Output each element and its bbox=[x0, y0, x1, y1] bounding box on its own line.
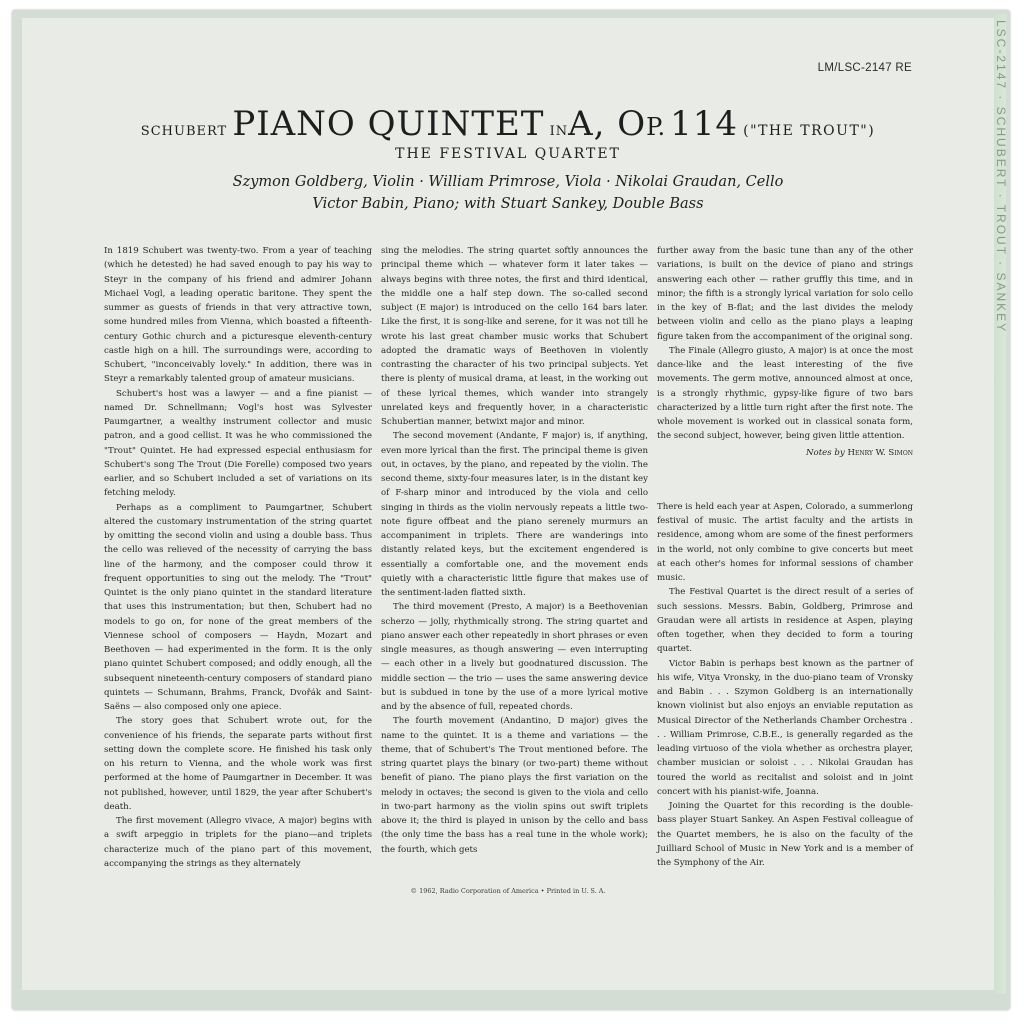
back-cover bbox=[22, 18, 994, 990]
opus-number: 114 bbox=[670, 104, 739, 144]
copyright-notice: © 1962, Radio Corporation of America • Printed in U. S. A. bbox=[410, 887, 606, 895]
paragraph: The Festival Quartet is the direct result of a series of such sessions. Messrs. Babin, Goldberg, Primrose and Graudan were all artists in residence at Aspen, playing often together, when they decided to form a touring quartet. bbox=[657, 587, 913, 655]
paragraph: The fourth movement (Andantino, D major) gives the name to the quintet. It is a theme and variations — the theme, that of Schubert's The Trout mentioned before. The string quartet plays the binary (or two-part) theme without benefit of piano. The piano plays the first variation on the melody in octaves; the second is given to the viola and cello in two-part harmony as the violin spins out swift triplets above it; the third is played in unison by the cello and bass (the only time the bass has a real tune in the whole work); the fourth, which gets bbox=[381, 716, 648, 855]
work-title: PIANO QUINTET bbox=[232, 104, 545, 144]
paragraph: The story goes that Schubert wrote out, for the convenience of his friends, the separate parts without first setting down the complete score. He finished his task only on his return to Vienna, and the whole work was first performed at the home of Paumgartner in December. It was not published, however, until 1829, the year after Schubert's death. bbox=[104, 716, 372, 812]
key-name: A, O bbox=[568, 104, 647, 144]
notes-credit bbox=[657, 446, 913, 460]
credit-author: Henry W. Simon bbox=[847, 447, 913, 458]
paragraph: The third movement (Presto, A major) is a Beethovenian scherzo — jolly, rhythmically strong. The string quartet and piano answer each other repeatedly in short phrases or even single measures, as though answering — even interrupting — each other in a lively but goodnatured discussion. The middle section — the trio — uses the same answering device but is subdued in tone by the use of a more lyrical motive and by the absence of full, repeated chords. bbox=[381, 602, 648, 712]
liner-notes-column-2 bbox=[381, 244, 648, 857]
personnel-line: Szymon Goldberg, Violin · William Primrose, Viola · Nikolai Graudan, Cello bbox=[232, 174, 784, 190]
liner-notes-column-1 bbox=[104, 244, 372, 871]
spine-text: LSC-2147 · SCHUBERT · TROUT · SANKEY bbox=[994, 20, 1008, 334]
paragraph: The first movement (Allegro vivace, A major) begins with a swift arpeggio in triplets for the piano—and triplets characterize much of the piano part of this movement, accompanying the strings as they alternately bbox=[104, 816, 372, 869]
paragraph: The Finale (Allegro giusto, A major) is at once the most dance-like and the least interesting of the five movements. The germ motive, announced almost at once, is a strongly rhythmic, gypsy-like figure of two bars characterized by a little turn right after the first note. The whole movement is worked out in classical sonata form, the second subject, however, being given little attention. bbox=[657, 345, 913, 442]
paragraph: There is held each year at Aspen, Colorado, a summerlong festival of music. The artist faculty and the artists in residence, among whom are some of the finest performers in the world, not only combine to give concerts but meet at each other's homes for informal sessions of chamber music. bbox=[657, 501, 913, 583]
paragraph: sing the melodies. The string quartet softly announces the principal theme which — whatever form it later takes — always begins with three notes, the first and third identical, the middle one a half step down. The so-called second subject (E major) is introduced on the cello 164 bars later. Like the first, it is song-like and serene, for it was not till he wrote his last great chamber music works that Schubert adopted the dramatic ways of Beethoven in violently contrasting the character of his two principal subjects. Yet there is plenty of musical drama, at least, in the working out of these lyrical themes, which wander into strangely unrelated keys and frequently hover, in a characteristic Schubertian manner, betwixt major and minor. bbox=[381, 246, 648, 427]
composer-name: SCHUBERT bbox=[140, 124, 228, 139]
paragraph: Schubert's host was a lawyer — and a fine pianist — named Dr. Schnellmann; Vogl's host was Sylvester Paumgartner, a wealthy instrument collector and music patron, and a good cellist. It was he who commissioned the "Trout" Quintet. He had expressed especial enthusiasm for Schubert's song The Trout (Die Forelle) composed two years earlier, and so Schubert included a set of variations on its fetching melody. bbox=[104, 388, 372, 499]
catalog-number: LM/LSC-2147 RE bbox=[817, 62, 912, 74]
paragraph: Joining the Quartet for this recording is the double-bass player Stuart Sankey. An Aspen Festival colleague of the Quartet members, he is also on the faculty of the Juilliard School of Music in New York and is a member of the Symphony of the Air. bbox=[657, 801, 913, 868]
opus-label: P. bbox=[646, 113, 666, 141]
paragraph: further away from the basic tune than any of the other variations, is built on the device of piano and strings answering each other — rather gruffly this time, and in minor; the fifth is a strongly lyrical variation for solo cello in the key of B-flat; and the last divides the melody between violin and cello as the piano plays a leaping figure taken from the accompaniment of the original song. bbox=[657, 246, 913, 342]
paragraph: Perhaps as a compliment to Paumgartner, Schubert altered the customary instrumentation of the string quartet by omitting the second violin and using a double bass. Thus the cello was relieved of the necessity of carrying the bass line of the harmony, and the composer could throw it frequent opportunities to sing out the melody. The "Trout" Quintet is the only piano quintet in the standard literature that uses this instrumentation; but then, Schubert had no models to go on, for none of the great members of the Viennese school of composers — Haydn, Mozart and Beethoven — had experimented in the form. It is the only piano quintet Schubert composed; and oddly enough, all the subsequent nineteenth-century composers of standard piano quintets — Schumann, Brahms, Franck, Dvořák and Saint-Saëns — also composed only one apiece. bbox=[104, 502, 372, 712]
paragraph: The second movement (Andante, F major) is, if anything, even more lyrical than the first. The principal theme is given out, in octaves, by the piano, and repeated by the violin. The second theme, sixty-four measures later, is in the distant key of F-sharp minor and introduced by the viola and cello singing in thirds as the violin nervously repeats a little two-note figure offbeat and the piano serenely murmurs an accompaniment in triplets. There are wanderings into distantly related keys, but the excitement engendered is essentially a comfortable one, and the movement ends quietly with a characteristic little figure that makes use of the sentiment-laden flatted sixth. bbox=[381, 431, 648, 598]
ensemble-name: THE FESTIVAL QUARTET bbox=[395, 146, 621, 162]
paragraph: Victor Babin is perhaps best known as the partner of his wife, Vitya Vronsky, in the duo-piano team of Vronsky and Babin . . . Szymon Goldberg is an internationally known violinist but also enjoys an enviable reputation as Musical Director of the Netherlands Chamber Orchestra . . . William Primrose, C.B.E., is generally regarded as the leading virtuoso of the viola whether as orchestra player, chamber musician or soloist . . . Nikolai Graudan has toured the world as recitalist and soloist and in joint concert with his pianist-wife, Joanna. bbox=[657, 658, 913, 797]
key-prefix: IN bbox=[549, 124, 569, 139]
section-gap bbox=[657, 460, 913, 500]
paragraph: In 1819 Schubert was twenty-two. From a year of teaching (which he detested) he had saved enough to pay his way to Steyr in the company of his friend and admirer Johann Michael Vogl, a leading operatic baritone. They spent the summer as guests of friends in that very attractive town, some hundred miles from Vienna, which boasted a fifteenth-century Gothic church and a picturesque eleventh-century castle high on a hill. The surroundings were, according to Schubert, "inconceivably lovely." In addition, there was in Steyr a remarkably talented group of amateur musicians. bbox=[104, 246, 372, 385]
personnel-line: Victor Babin, Piano; with Stuart Sankey, Double Bass bbox=[312, 196, 704, 212]
credit-prefix: Notes by bbox=[806, 447, 845, 458]
liner-notes-column-3 bbox=[657, 244, 913, 870]
album-title bbox=[22, 104, 994, 144]
work-nickname: ("THE TROUT") bbox=[743, 123, 876, 139]
